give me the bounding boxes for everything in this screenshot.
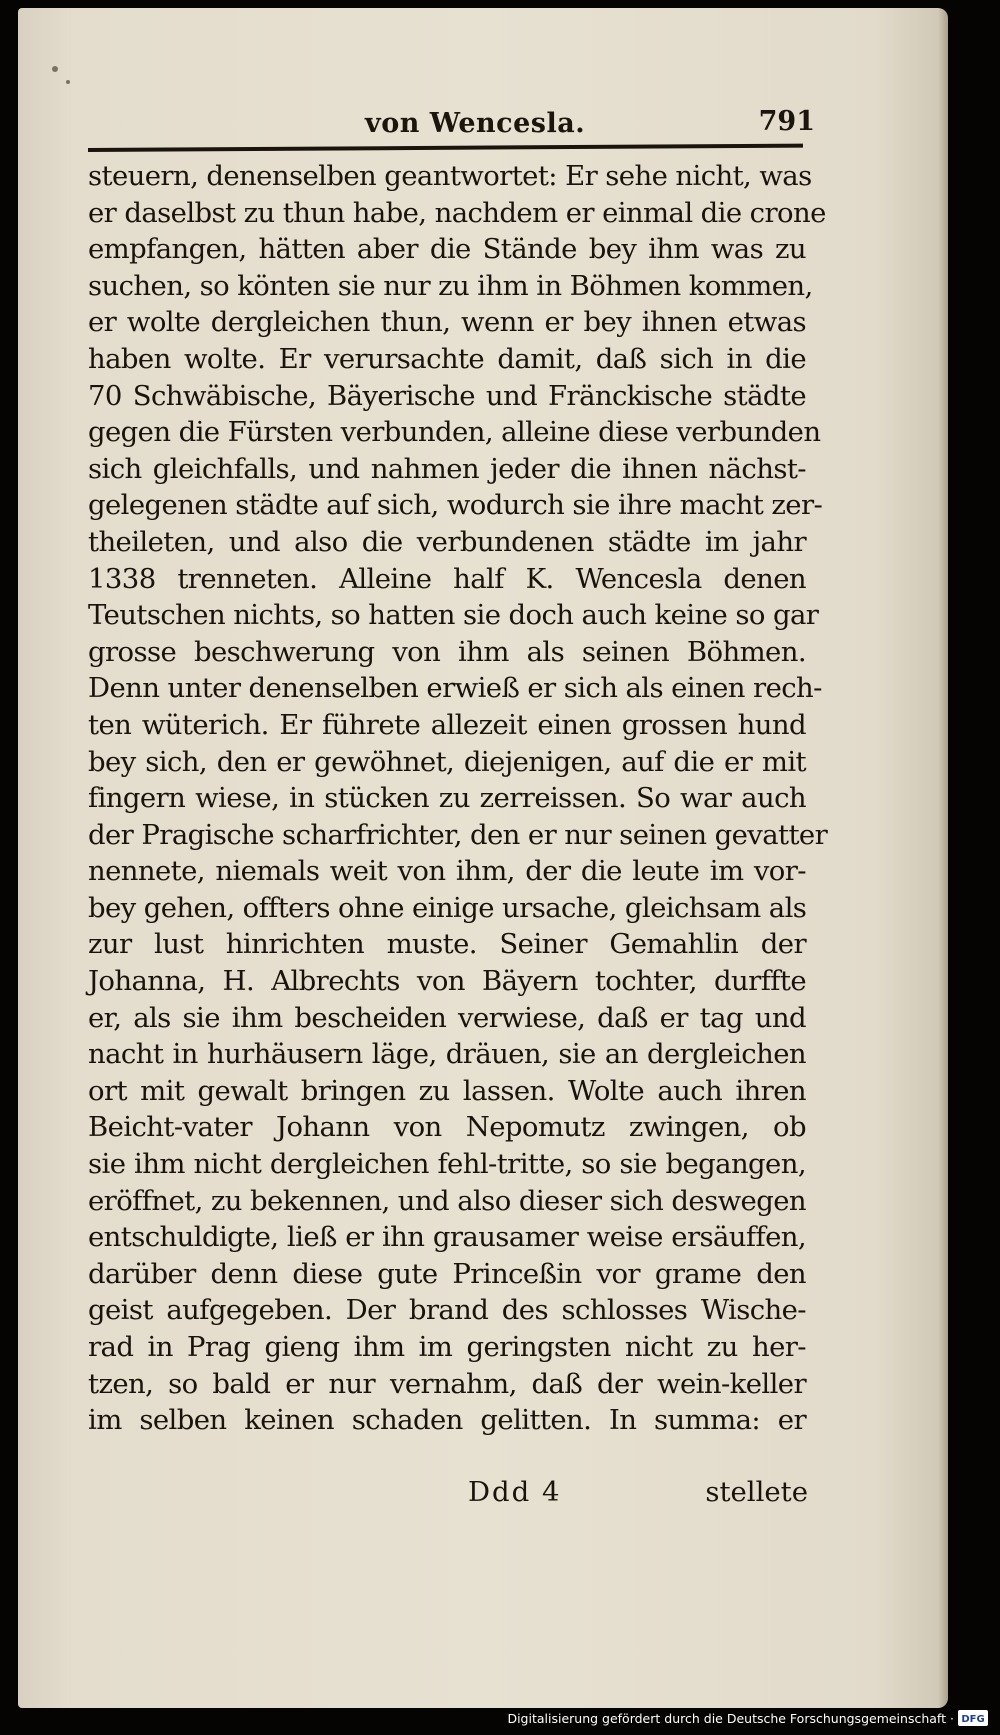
text-line: haben wolte. Er verursachte damit, daß sich in die [88,342,806,375]
page-number: 791 [758,106,815,137]
text-line: Teutschen nichts, so hatten sie doch auch keine so gar [88,599,819,632]
text-line: 70 Schwäbische, Bäyerische und Fränckische städte [88,379,806,412]
text-line: eröffnet, zu bekennen, und also dieser sich deswegen [88,1184,806,1217]
credit-separator: · [950,1710,954,1726]
text-line: der Pragische scharfrichter, den er nur seinen gevatter [88,818,828,851]
text-line: empfangen, hätten aber die Stände bey ihm was zu [88,233,806,266]
paper-speck [52,66,58,72]
text-line: sie ihm nicht dergleichen fehl-tritte, so sie begangen, [88,1148,806,1181]
paper-speck [66,80,70,84]
text-line: nennete, niemals weit von ihm, der die leute im vor- [88,855,806,888]
running-head: von Wencesla. [365,108,586,139]
text-line: Johanna, H. Albrechts von Bäyern tochter, durffte [88,965,806,998]
dfg-logo-mark [959,1712,987,1724]
text-line: theileten, und also die verbundenen städte im jahr [88,525,806,558]
text-line: sich gleichfalls, und nahmen jeder die ihnen nächst- [88,452,806,485]
page-edge-shadow [938,8,948,1708]
text-line: bey gehen, offters ohne einige ursache, gleichsam als [88,891,807,924]
text-line: bey sich, den er gewöhnet, diejenigen, auf die er mit [88,745,806,778]
text-line: fingern wiese, in stücken zu zerreissen. So war auch [88,782,806,815]
text-line: gelegenen städte auf sich, wodurch sie ihre macht zer- [88,489,823,522]
text-line: er daselbst zu thun habe, nachdem er einmal die crone [88,196,826,229]
text-line: gegen die Fürsten verbunden, alleine diese verbunden [88,416,821,449]
catchline [468,1476,808,1512]
text-line: grosse beschwerung von ihm als seinen Böhmen. [88,635,806,668]
text-line: zur lust hinrichten muste. Seiner Gemahlin der [88,928,806,961]
text-line: ten wüterich. Er führete allezeit einen grossen hund [88,708,806,741]
catchword: stellete [705,1476,808,1508]
svg-text:DFG: DFG [961,1714,985,1724]
text-line: entschuldigte, ließ er ihn grausamer weise ersäuffen, [88,1221,806,1254]
digitization-credit [507,1707,988,1729]
text-line: 1338 trenneten. Alleine half K. Wencesla denen [88,562,806,595]
text-line: er wolte dergleichen thun, wenn er bey ihnen etwas [88,306,806,339]
text-line: im selben keinen schaden gelitten. In summa: er [88,1404,806,1437]
text-line: Beicht-vater Johann von Nepomutz zwingen, ob [88,1111,806,1144]
page-header [70,106,815,146]
text-line: tzen, so bald er nur vernahm, daß der wein-keller [88,1367,806,1400]
text-line: rad in Prag gieng ihm im geringsten nicht zu her- [88,1331,806,1363]
text-line: steuern, denenselben geantwortet: Er sehe nicht, was [88,160,812,192]
text-line: er, als sie ihm bescheiden verwiese, daß er tag und [88,1001,806,1034]
text-line: ort mit gewalt bringen zu lassen. Wolte auch ihren [88,1074,806,1107]
text-line: geist aufgegeben. Der brand des schlosses Wische- [88,1294,806,1327]
credit-text: Digitalisierung gefördert durch die Deutsche Forschungsgemeinschaft [507,1710,947,1726]
dfg-logo [958,1710,988,1726]
text-line: Denn unter denenselben erwieß er sich als einen rech- [88,672,822,705]
text-line: suchen, so könten sie nur zu ihm in Böhmen kommen, [88,269,813,302]
text-line: darüber denn diese gute Princeßin vor grame den [88,1257,806,1290]
body-text [88,158,828,1439]
signature-mark: Ddd 4 [468,1476,562,1508]
text-line: nacht in hurhäusern läge, dräuen, sie an dergleichen [88,1038,806,1071]
